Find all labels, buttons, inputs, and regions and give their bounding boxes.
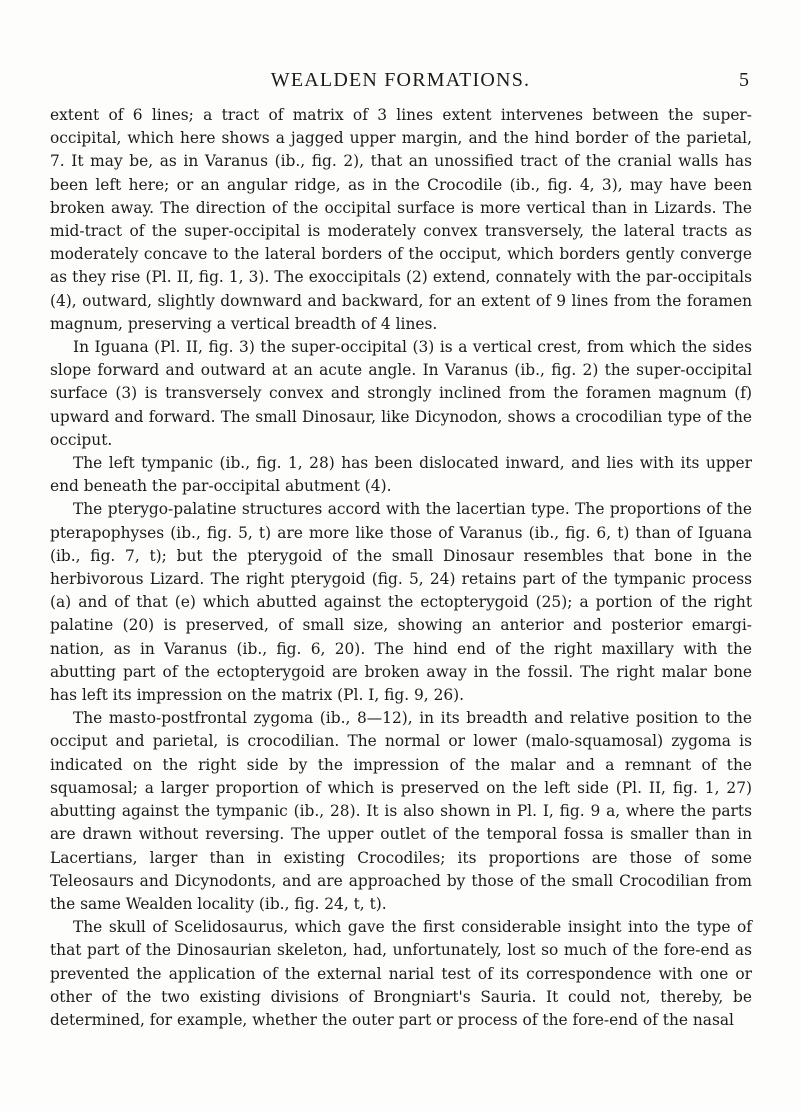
paragraph-pterygo-palatine: The pterygo-palatine structures accord with the lacertian type. The proportions of the pterapophyses (ib., fig. 5, t) are more like those of Varanus (ib., fig. 6, t) than of Iguana (ib., fig. 7, t); but the pterygoid of the small Dinosaur resembles that bone in the herbivorous Lizard. The right pterygoid (fig. 5, 24) retains part of the tympanic process (a) and of that (e) which abutted against the ectopterygoid (25); a portion of the right palatine (20) is preserved, of small size, showing an anterior and posterior emargi-nation, as in Varanus (ib., fig. 6, 20). The hind end of the right maxillary with the abutting part of the ectopterygoid are broken away in the fossil. The right malar bone has left its impression on the matrix (Pl. I, fig. 9, 26).: [50, 500, 752, 705]
running-title: WEALDEN FORMATIONS.: [270, 69, 531, 91]
paragraph-iguana: In Iguana (Pl. II, fig. 3) the super-occipital (3) is a vertical crest, from which the sides slope forward and outward at an acute angle. In Varanus (ib., fig. 2) the super-occipital surface (3) is transversely convex and strongly inclined from the foramen magnum (f) upward and forward. The small Dinosaur, like Dicynodon, shows a crocodilian type of the occiput.: [50, 338, 752, 449]
paragraph-zygoma: The masto-postfrontal zygoma (ib., 8—12), in its breadth and relative position to the occiput and parietal, is crocodilian. The normal or lower (malo-squamosal) zygoma is indicated on the right side by the impression of the malar and a remnant of the squamosal; a larger proportion of which is preserved on the left side (Pl. II, fig. 1, 27) abutting against the tympanic (ib., 28). It is also shown in Pl. I, fig. 9 a, where the parts are drawn without reversing. The upper outlet of the temporal fossa is smaller than in Lacertians, larger than in existing Crocodiles; its proportions are those of some Teleosaurs and Dicynodonts, and are approached by those of the small Crocodilian from the same Wealden locality (ib., fig. 24, t, t).: [50, 709, 752, 913]
paragraph-occipital-continued: extent of 6 lines; a tract of matrix of 3 lines extent intervenes between the super-occipital, which here shows a jagged upper margin, and the hind border of the parietal, 7. It may be, as in Varanus (ib., fig. 2), that an unossified tract of the cranial walls has been left here; or an angular ridge, as in the Crocodile (ib., fig. 4, 3), may have been broken away. The direction of the occipital surface is more vertical than in Lizards. The mid-tract of the super-occipital is moderately convex transversely, the lateral tracts as moderately concave to the lateral borders of the occiput, which borders gently converge as they rise (Pl. II, fig. 1, 3). The exoccipitals (2) extend, connately with the par-occipitals (4), outward, slightly downward and backward, for an extent of 9 lines from the foramen magnum, preserving a vertical breadth of 4 lines.: [50, 106, 752, 333]
body-text: [50, 104, 752, 1032]
paragraph-scelidosaurus: The skull of Scelidosaurus, which gave the first considerable insight into the type of that part of the Dinosaurian skeleton, had, unfortunately, lost so much of the fore-end as prevented the application of the external narial test of its correspondence with one or other of the two existing divisions of Brongniart's Sauria. It could not, thereby, be determined, for example, whether the outer part or process of the fore-end of the nasal: [50, 918, 752, 1029]
paragraph-tympanic: The left tympanic (ib., fig. 1, 28) has been dislocated inward, and lies with its upper end beneath the par-occipital abutment (4).: [50, 454, 752, 496]
page-number: 5: [739, 69, 749, 91]
running-head: [52, 66, 749, 94]
